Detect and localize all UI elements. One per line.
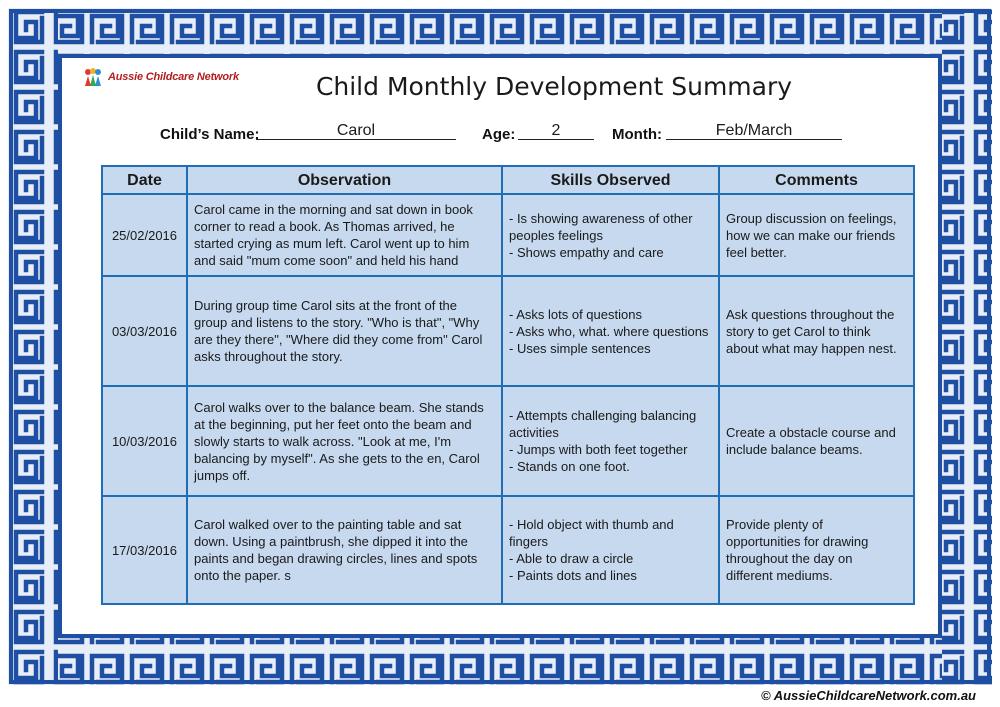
observation-line: asks throughout the story.	[194, 349, 343, 364]
header-skills-observed: Skills Observed	[502, 166, 719, 194]
observation-line: are they there", "Where did they come from" Carol	[194, 332, 483, 347]
observation-line: onto the paper. s	[194, 568, 291, 583]
skills-line: - Asks who, what. where questions	[509, 323, 709, 339]
skills-line: fingers	[509, 534, 549, 549]
skills-line: - Hold object with thumb and	[509, 517, 674, 532]
comments-cell	[719, 496, 914, 604]
date-cell: 25/02/2016	[102, 194, 187, 276]
table-row	[102, 276, 914, 386]
age-label: Age:	[482, 126, 516, 143]
date-cell: 03/03/2016	[102, 276, 187, 386]
skills-line: - Uses simple sentences	[509, 340, 651, 356]
observation-cell	[187, 496, 502, 604]
skills-line: - Shows empathy and care	[509, 244, 664, 260]
skills-line: - Able to draw a circle	[509, 551, 634, 566]
skills-line: - Stands on one foot.	[509, 459, 630, 474]
child-name-label: Child’s Name:	[160, 126, 260, 143]
observation-line: down. Using a paintbrush, she dipped it into the	[194, 534, 468, 549]
skills-cell	[502, 496, 719, 604]
skills-line: - Is showing awareness of other	[509, 210, 693, 226]
copyright-notice: © AussieChildcareNetwork.com.au	[761, 688, 976, 703]
comments-line: include balance beams.	[726, 442, 863, 457]
comments-line: Group discussion on feelings,	[726, 210, 897, 226]
skills-line: peoples feelings	[509, 227, 603, 243]
observation-line: Carol walks over to the balance beam. She stands	[194, 399, 484, 415]
comments-cell	[719, 276, 914, 386]
header-observation: Observation	[187, 166, 502, 194]
table-row	[102, 194, 914, 276]
comments-line: feel better.	[726, 244, 787, 260]
skills-cell	[502, 276, 719, 386]
header-date: Date	[102, 166, 187, 194]
month-value: Feb/March	[666, 122, 842, 140]
observation-line: and said "mum come soon" and held his hand	[194, 253, 459, 268]
observation-line: at the beginning, put her feet onto the beam and	[194, 416, 472, 432]
comments-line: different mediums.	[726, 568, 833, 583]
observation-line: paints and began drawing circles, lines and spots	[194, 551, 478, 566]
page-title: Child Monthly Development Summary	[315, 72, 793, 101]
skills-cell	[502, 386, 719, 496]
comments-cell	[719, 386, 914, 496]
table-header-row	[102, 166, 914, 194]
comments-line: Create a obstacle course and	[726, 425, 896, 440]
table-row	[102, 496, 914, 604]
observation-line: slowly starts to walk across. "Look at me, I'm	[194, 433, 452, 449]
comments-line: story to get Carol to think	[726, 323, 871, 339]
comments-line: how we can make our friends	[726, 227, 896, 243]
header-comments: Comments	[719, 166, 914, 194]
logo-text: Aussie Childcare Network	[108, 71, 239, 83]
month-label: Month:	[612, 126, 662, 143]
observation-line: Carol walked over to the painting table and sat	[194, 517, 462, 532]
skills-line: - Paints dots and lines	[509, 568, 637, 583]
comments-line: opportunities for drawing	[726, 534, 869, 549]
skills-line: - Jumps with both feet together	[509, 442, 688, 457]
comments-line: Provide plenty of	[726, 517, 823, 532]
table-row	[102, 386, 914, 496]
observation-line: group and listens to the story. "Who is that", "Why	[194, 315, 480, 330]
skills-line: - Attempts challenging balancing	[509, 408, 697, 423]
comments-line: about what may happen nest.	[726, 340, 897, 356]
date-cell: 17/03/2016	[102, 496, 187, 604]
skills-line: - Asks lots of questions	[509, 306, 642, 322]
comments-line: Ask questions throughout the	[726, 306, 895, 322]
observation-cell	[187, 386, 502, 496]
child-name-value: Carol	[256, 122, 456, 140]
skills-cell	[502, 194, 719, 276]
observation-cell	[187, 276, 502, 386]
skills-line: activities	[509, 425, 559, 440]
comments-cell	[719, 194, 914, 276]
observation-line: balancing by myself". As she gets to the en, Carol	[194, 450, 480, 466]
observation-line: jumps off.	[194, 467, 251, 483]
observation-line: Carol came in the morning and sat down in book	[194, 202, 473, 217]
comments-line: throughout the day on	[726, 551, 853, 566]
date-cell: 10/03/2016	[102, 386, 187, 496]
child-info-row	[0, 122, 1000, 146]
development-summary-table	[101, 165, 915, 605]
observation-line: During group time Carol sits at the front of the	[194, 298, 458, 313]
observation-cell	[187, 194, 502, 276]
observation-line: corner to read a book. As Thomas arrived, he	[194, 219, 455, 234]
observation-line: started crying as mum left. Carol went up to him	[194, 236, 470, 251]
age-value: 2	[518, 122, 594, 140]
